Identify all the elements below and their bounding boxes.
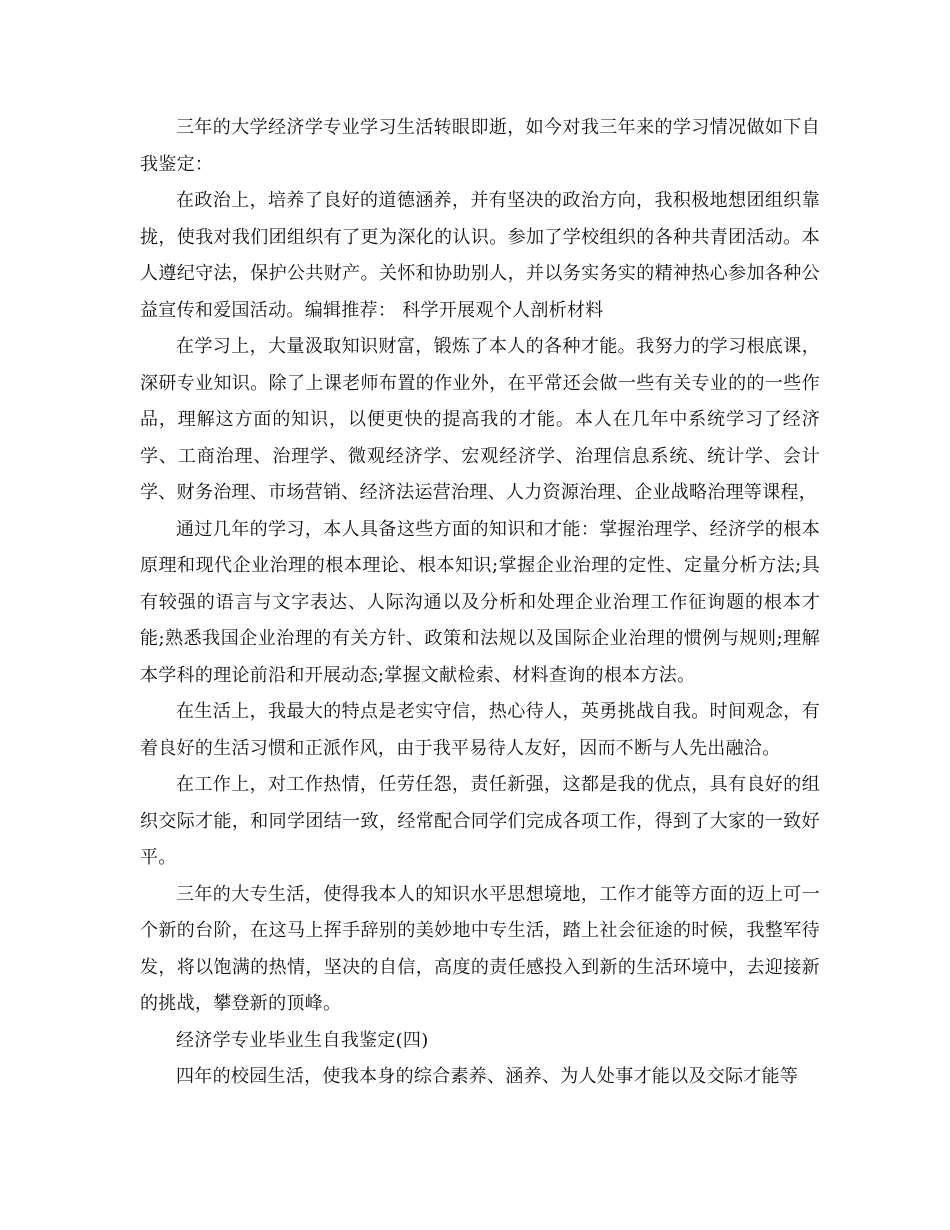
paragraph-knowledge: 通过几年的学习，本人具备这些方面的知识和才能：掌握治理学、经济学的根本原理和现代企业治理的根本理论、根本知识;掌握企业治理的定性、定量分析方法;具有较强的语言与文字表达、人际沟通以及分析和处理企业治理工作征询题的根本才能;熟悉我国企业治理的有关方针、政策和法规以及国际企业治理的惯例与规则;理解本学科的理论前沿和开展动态;掌握文献检索、材料查询的根本方法。	[140, 518, 820, 686]
paragraph-summary: 三年的大专生活，使得我本人的知识水平思想境地，工作才能等方面的迈上可一个新的台阶，在这马上挥手辞别的美妙地中专生活，踏上社会征途的时候，我整军待发，将以饱满的热情，坚决的自信，高度的责任感投入到新的生活环境中，去迎接新的挑战，攀登新的顶峰。	[140, 883, 820, 1014]
paragraph-study: 在学习上，大量汲取知识财富，锻炼了本人的各种才能。我努力的学习根底课，深研专业知识。除了上课老师布置的作业外，在平常还会做一些有关专业的的一些作品，理解这方面的知识，以便更快的提高我的才能。本人在几年中系统学习了经济学、工商治理、治理学、微观经济学、宏观经济学、治理信息系统、统计学、会计学、财务治理、市场营销、经济法运营治理、人力资源治理、企业战略治理等课程，	[140, 336, 820, 503]
document-body	[140, 110, 820, 1096]
paragraph-politics: 在政治上，培养了良好的道德涵养，并有坚决的政治方向，我积极地想团组织靠拢，使我对我们团组织有了更为深化的认识。参加了学校组织的各种共青团活动。本人遵纪守法，保护公共财产。关怀和协助别人，并以务实务实的精神热心参加各种公益宣传和爱国活动。编辑推荐： 科学开展观个人剖析材料	[140, 190, 820, 321]
paragraph-work: 在工作上，对工作热情，任劳任怨，责任新强，这都是我的优点，具有良好的组织交际才能，和同学团结一致，经常配合同学们完成各项工作，得到了大家的一致好平。	[140, 774, 820, 868]
section-heading: 经济学专业毕业生自我鉴定(四)	[176, 1029, 429, 1051]
paragraph-intro: 三年的大学经济学专业学习生活转眼即逝，如今对我三年来的学习情况做如下自我鉴定：	[140, 117, 820, 175]
paragraph-closing: 四年的校园生活，使我本身的综合素养、涵养、为人处事才能以及交际才能等	[176, 1066, 799, 1087]
paragraph-life: 在生活上，我最大的特点是老实守信，热心待人，英勇挑战自我。时间观念，有着良好的生活习惯和正派作风，由于我平易待人友好，因而不断与人先出融洽。	[140, 701, 820, 759]
